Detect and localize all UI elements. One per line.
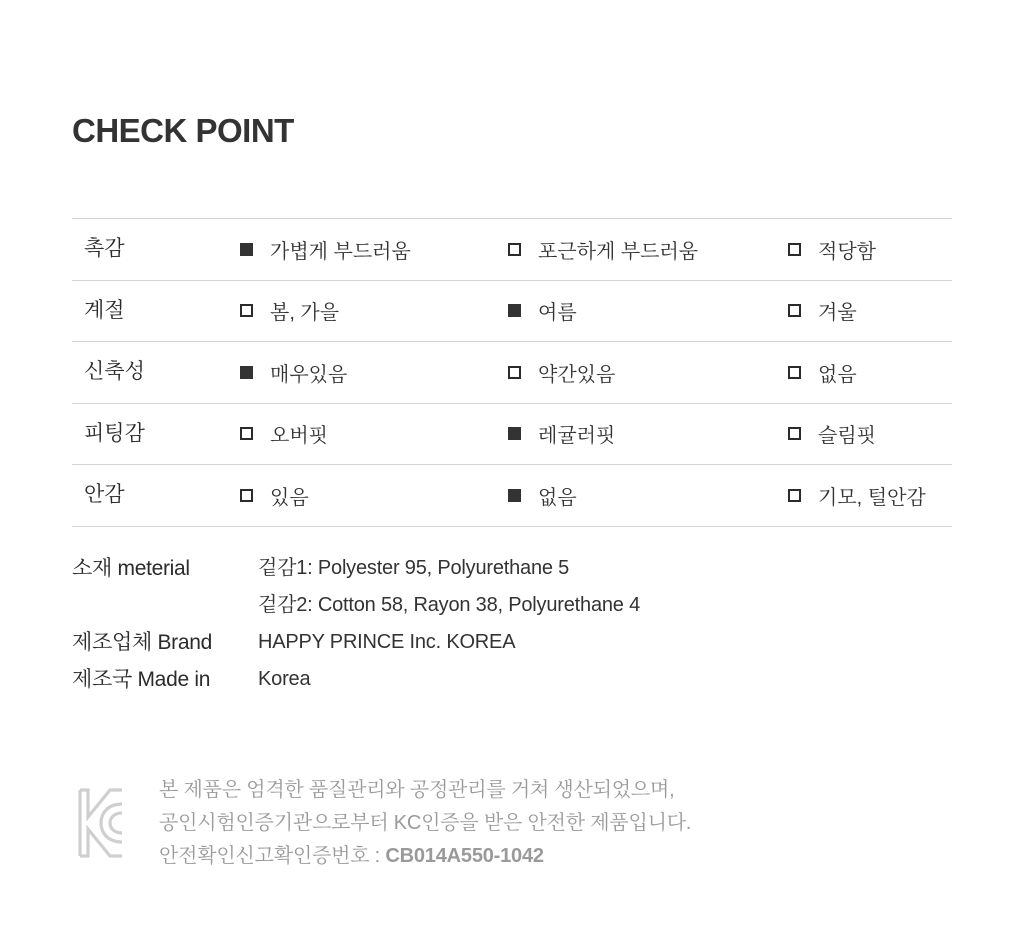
checked-box-icon	[508, 489, 521, 502]
kc-certificate-label: 안전확인신고확인증번호 :	[159, 845, 386, 867]
page-title: CHECK POINT	[72, 112, 294, 149]
material-label: 소재 meterial	[72, 557, 190, 580]
checkpoint-row-texture	[72, 219, 952, 281]
option-label: 매우있음	[270, 363, 348, 386]
option	[240, 219, 411, 279]
option	[508, 342, 615, 402]
option-label: 봄, 가을	[270, 302, 340, 324]
checked-box-icon	[240, 366, 253, 379]
option-label: 여름	[538, 302, 577, 324]
origin-label: 제조국 Made in	[72, 668, 211, 691]
option	[240, 281, 339, 341]
option	[788, 465, 926, 525]
empty-box-icon	[788, 427, 801, 440]
option	[508, 465, 577, 525]
empty-box-icon	[788, 304, 801, 317]
option	[240, 342, 347, 402]
option-label: 적당함	[818, 240, 876, 263]
option	[240, 465, 309, 525]
option-label: 없음	[818, 363, 857, 386]
brand-value: HAPPY PRINCE Inc. KOREA	[258, 631, 516, 653]
checkpoint-row-fit	[72, 404, 952, 466]
spec-row-brand	[72, 624, 952, 661]
checked-box-icon	[508, 304, 521, 317]
empty-box-icon	[240, 304, 253, 317]
spec-row-origin	[72, 661, 952, 698]
kc-certification	[72, 770, 952, 880]
brand-label: 제조업체 Brand	[72, 631, 213, 654]
option-label: 기모, 털안감	[818, 486, 926, 509]
checked-box-icon	[508, 427, 521, 440]
empty-box-icon	[788, 366, 801, 379]
origin-value: Korea	[258, 668, 311, 690]
option	[788, 404, 876, 464]
row-label: 신축성	[84, 360, 145, 383]
option-label: 레귤러핏	[538, 425, 616, 447]
material-value-2: 겉감2: Cotton 58, Rayon 38, Polyurethane 4	[258, 594, 640, 616]
option	[788, 219, 876, 279]
option-label: 슬림핏	[818, 425, 876, 447]
option-label: 겨울	[818, 302, 857, 324]
checkpoint-row-stretch	[72, 342, 952, 404]
checkpoint-row-season	[72, 281, 952, 343]
option-label: 오버핏	[270, 425, 328, 447]
check-point-table	[72, 218, 952, 527]
option-label: 약간있음	[538, 363, 616, 386]
material-value-1: 겉감1: Polyester 95, Polyurethane 5	[258, 557, 570, 579]
empty-box-icon	[508, 366, 521, 379]
empty-box-icon	[788, 243, 801, 256]
option	[240, 404, 328, 464]
option	[508, 281, 577, 341]
option	[508, 219, 698, 279]
option-label: 가볍게 부드러움	[270, 240, 411, 263]
row-label: 촉감	[84, 237, 125, 260]
kc-certificate-number: CB014A550-1042	[385, 845, 544, 867]
option	[508, 404, 615, 464]
option-label: 없음	[538, 486, 577, 509]
empty-box-icon	[240, 489, 253, 502]
row-label: 계절	[84, 298, 125, 322]
option	[788, 281, 857, 341]
kc-notice-line-1: 본 제품은 엄격한 품질관리와 공정관리를 거쳐 생산되었으며,	[159, 779, 675, 801]
checked-box-icon	[240, 243, 253, 256]
product-specs	[72, 550, 952, 698]
kc-notice-line-2: 공인시험인증기관으로부터 KC인증을 받은 안전한 제품입니다.	[159, 812, 692, 834]
empty-box-icon	[240, 427, 253, 440]
option-label: 있음	[270, 486, 309, 509]
spec-row-material-2	[72, 587, 952, 624]
empty-box-icon	[788, 489, 801, 502]
kc-notice	[159, 774, 691, 873]
option	[788, 342, 857, 402]
empty-box-icon	[508, 243, 521, 256]
row-label: 안감	[84, 483, 125, 506]
kc-mark-icon	[77, 787, 125, 859]
spec-row-material	[72, 550, 952, 587]
option-label: 포근하게 부드러움	[538, 240, 699, 263]
kc-notice-line-3	[159, 840, 691, 873]
row-label: 피팅감	[84, 421, 145, 445]
checkpoint-row-lining	[72, 465, 952, 527]
